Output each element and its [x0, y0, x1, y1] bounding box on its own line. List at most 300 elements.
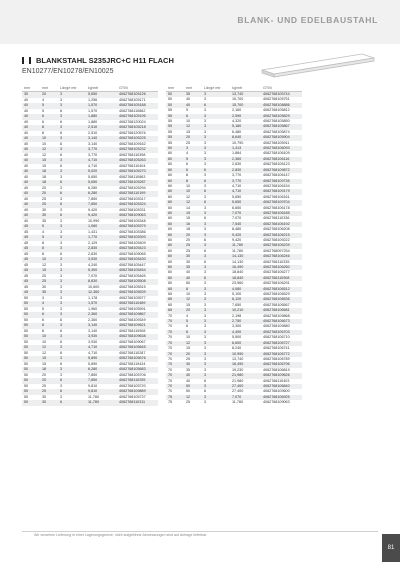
table-cell: 4062768109067	[119, 339, 146, 344]
table-cell: 25	[184, 243, 202, 248]
table-cell: 4062768105577	[119, 295, 146, 300]
table-cell: 3	[202, 254, 230, 259]
table-cell: 18	[40, 367, 58, 373]
table-cell: 13,740	[230, 92, 261, 98]
table-cell: 1,413	[230, 146, 261, 151]
table-cell: 40	[184, 103, 202, 108]
table-cell: 4062768109889	[117, 389, 158, 395]
table-cell: 6	[202, 168, 230, 173]
table-cell: 3,300	[232, 324, 242, 329]
table-cell: 5,020	[86, 169, 117, 175]
table-cell: 3	[60, 196, 63, 201]
table-cell: 40	[22, 202, 40, 208]
table-cell: 70	[168, 378, 173, 383]
table-row	[22, 389, 158, 395]
table-cell: 6	[42, 317, 45, 322]
table-row	[166, 281, 302, 286]
table-cell: 20	[184, 233, 202, 238]
table-cell: 4062768110335	[263, 259, 290, 264]
table-cell: 3	[60, 97, 63, 102]
table-cell: 3	[202, 124, 230, 129]
table-cell: 45	[22, 268, 40, 274]
table-cell: 8	[184, 287, 202, 292]
table-cell: 10	[40, 136, 58, 142]
table-cell: 4062768110311	[117, 400, 158, 406]
col-gtin: GTIN	[117, 80, 158, 92]
table-cell: 70	[168, 335, 173, 340]
table-cell: 2,830	[232, 162, 242, 167]
table-cell: 2,510	[88, 130, 98, 135]
table-cell: 3	[202, 373, 230, 378]
table-cell: 4062768105065	[119, 251, 146, 256]
table-cell: 4062768110398	[119, 152, 146, 157]
table-cell: 4,710	[88, 163, 98, 168]
table-row	[22, 378, 158, 384]
table-cell: 3	[202, 157, 230, 162]
table-cell: 4062768110287	[119, 350, 146, 355]
table-cell: 3	[58, 290, 86, 296]
table-cell: 3,770	[230, 179, 261, 184]
table-cell: 10,990	[88, 218, 100, 223]
table-cell: 70	[166, 352, 184, 357]
table-cell: 3	[58, 114, 86, 120]
table-cell: 4062768105225	[117, 136, 158, 142]
table-cell: 3	[204, 129, 207, 134]
table-cell: 60	[166, 168, 184, 173]
table-cell: 4062768106567	[263, 302, 290, 307]
table-cell: 4062768105539	[117, 290, 158, 296]
table-cell: 3	[58, 345, 86, 351]
table-cell: 25	[40, 389, 58, 395]
table-row	[166, 389, 302, 394]
table-cell: 15	[42, 163, 47, 168]
table-cell: 4062768105812	[263, 108, 290, 113]
table-cell: 4062768106192	[261, 222, 302, 227]
table-cell: 50	[168, 97, 173, 102]
table-cell: 4062768110336	[263, 216, 290, 221]
table-cell: 1,431	[88, 229, 98, 234]
table-cell: 6	[186, 324, 189, 329]
table-cell: 70	[166, 384, 184, 389]
table-cell: 11,780	[86, 400, 117, 406]
table-cell: 40	[22, 114, 40, 120]
table-cell: 4062768105287	[117, 180, 158, 186]
table-cell: 3	[60, 295, 63, 300]
table-cell: 4062768106796	[261, 362, 302, 367]
table-cell: 8	[40, 125, 58, 131]
table-cell: 1,570	[88, 108, 98, 113]
table-cell: 6	[60, 350, 63, 355]
table-cell: 4062768106536	[261, 297, 302, 302]
table-cell: 40	[22, 103, 40, 109]
table-cell: 4062768105379	[117, 224, 158, 230]
table-cell: 60	[166, 200, 184, 205]
table-cell: 12	[184, 297, 202, 302]
col-width: mm	[166, 80, 184, 92]
table-cell: 3	[42, 295, 45, 300]
table-body-left	[22, 92, 158, 406]
table-cell: 40	[24, 152, 29, 157]
table-cell: 11,780	[230, 243, 261, 248]
table-cell: 35	[42, 218, 47, 223]
table-cell: 3	[58, 301, 86, 307]
table-cell: 75	[168, 400, 173, 405]
footer-rule	[22, 531, 378, 532]
table-cell: 27,400	[230, 384, 261, 389]
table-cell: 4062768110199	[117, 191, 158, 197]
table-cell: 45	[24, 262, 29, 267]
table-cell: 10,790	[232, 140, 244, 145]
table-cell: 25	[42, 196, 47, 201]
table-cell: 3	[58, 92, 86, 98]
table-cell: 4062768105829	[261, 114, 302, 119]
table-cell: 6	[58, 180, 86, 186]
table-cell: 3,930	[88, 339, 98, 344]
col-thickness: mm	[40, 80, 58, 92]
table-cell: 4062768105508	[117, 279, 158, 285]
table-cell: 6	[60, 328, 63, 333]
table-cell: 4062768110404	[119, 163, 146, 168]
table-cell: 6,280	[86, 367, 117, 373]
table-cell: 20	[42, 185, 47, 190]
table-cell: 60	[168, 183, 173, 188]
table-cell: 3	[202, 92, 230, 98]
table-cell: 3	[58, 323, 86, 329]
table-cell: 6	[60, 339, 63, 344]
table-cell: 50	[22, 378, 40, 384]
table-cell: 3	[204, 324, 207, 329]
table-cell: 3	[202, 308, 230, 313]
table-cell: 25	[40, 279, 58, 285]
table-cell: 50	[24, 328, 29, 333]
table-cell: 3	[202, 341, 230, 346]
table-cell: 4062768109349	[119, 317, 146, 322]
table-cell: 4062768109867	[117, 312, 158, 318]
table-row	[22, 169, 158, 175]
table-row	[22, 312, 158, 318]
table-cell: 3,770	[88, 152, 98, 157]
table-cell: 5,650	[86, 92, 117, 98]
table-cell: 4062768106772	[261, 352, 302, 357]
table-cell: 3	[202, 384, 230, 389]
table-row	[22, 400, 158, 406]
table-cell: 60	[166, 254, 184, 259]
table-cell: 4062768109626	[261, 373, 302, 378]
table-cell: 4,320	[232, 119, 242, 124]
table-cell: 60	[168, 281, 173, 286]
table-cell: 50	[22, 400, 40, 406]
table-cell: 3	[60, 240, 63, 245]
table-row	[166, 243, 302, 248]
table-cell: 12	[42, 350, 47, 355]
table-cell: 3,930	[86, 334, 117, 340]
table-cell: 19,230	[232, 367, 244, 372]
table-cell: 5,650	[88, 174, 98, 179]
table-cell: 1,880	[86, 114, 117, 120]
table-cell: 11,780	[232, 400, 244, 405]
table-cell: 4062768106710	[263, 335, 290, 340]
table-cell: 2,830	[230, 168, 261, 173]
table-cell: 45	[24, 240, 29, 245]
table-cell: 60	[168, 259, 173, 264]
table-cell: 25	[42, 383, 47, 388]
table-cell: 3	[58, 257, 86, 263]
table-cell: 4062768105874	[263, 129, 290, 134]
table-row	[166, 173, 302, 178]
table-cell: 30	[40, 213, 58, 219]
table-cell: 4062768109063	[117, 213, 158, 219]
table-cell: 8	[40, 246, 58, 252]
col-thickness: mm	[184, 80, 202, 92]
table-cell: 60	[166, 211, 184, 216]
table-cell: 20	[40, 191, 58, 197]
table-cell: 3	[204, 119, 207, 124]
table-cell: 20	[40, 92, 58, 98]
table-cell: 10	[184, 189, 202, 194]
table-cell: 35	[40, 290, 58, 296]
table-cell: 3	[60, 306, 63, 311]
table-cell: 50	[24, 295, 29, 300]
table-cell: 3	[204, 281, 207, 286]
table-cell: 4062768106789	[263, 356, 290, 361]
table-cell: 6	[204, 259, 207, 264]
table-cell: 6	[58, 202, 86, 208]
table-cell: 45	[22, 257, 40, 263]
table-cell: 4062768106291	[263, 281, 290, 286]
table-cell: 15	[186, 129, 191, 134]
table-cell: 7,070	[230, 395, 261, 400]
table-row	[22, 191, 158, 197]
table-cell: 4062768105744	[261, 92, 302, 98]
table-cell: 3	[60, 394, 63, 399]
table-cell: 4062768105294	[119, 185, 146, 190]
table-cell: 3	[204, 335, 207, 340]
table-cell: 20	[42, 273, 47, 278]
table-cell: 4062768106529	[263, 292, 290, 297]
table-cell: 6	[42, 119, 45, 124]
table-cell: 12	[184, 124, 202, 129]
table-cell: 12	[186, 194, 191, 199]
table-cell: 40	[24, 119, 29, 124]
table-cell: 4062768106246	[261, 254, 302, 259]
table-cell: 9,420	[232, 237, 242, 242]
table-row	[166, 189, 302, 194]
table-cell: 65	[168, 302, 173, 307]
table-cell: 4062768106154	[263, 183, 290, 188]
table-row	[22, 356, 158, 362]
table-cell: 3	[58, 312, 86, 318]
table-cell: 3	[60, 383, 63, 388]
table-cell: 50	[22, 334, 40, 340]
table-cell: 3	[202, 146, 230, 151]
table-cell: 50	[22, 345, 40, 351]
table-cell: 6	[60, 251, 63, 256]
title-marker	[22, 57, 24, 64]
table-cell: 7,650	[232, 302, 242, 307]
table-cell: 50	[24, 306, 29, 311]
table-cell: 4062768106925	[261, 395, 302, 400]
table-cell: 8,240	[232, 346, 242, 351]
table-cell: 3	[204, 151, 207, 156]
table-cell: 3	[202, 297, 230, 302]
table-cell: 5,100	[232, 292, 242, 297]
table-cell: 3	[204, 194, 207, 199]
table-cell: 4062768105447	[119, 262, 146, 267]
table-cell: 50	[24, 361, 29, 366]
table-cell: 4062768106260	[261, 265, 302, 270]
table-cell: 4062768105331	[119, 207, 146, 212]
table-cell: 1,884	[232, 151, 242, 156]
table-cell: 4062768105126	[117, 92, 158, 98]
table-cell: 4062768105850	[263, 119, 290, 124]
table-cell: 6	[202, 200, 230, 205]
table-cell: 2,360	[88, 317, 98, 322]
table-cell: 3	[60, 207, 63, 212]
table-cell: 8	[186, 173, 189, 178]
table-cell: 3,770	[232, 173, 242, 178]
table-row	[22, 345, 158, 351]
table-cell: 40	[22, 191, 40, 197]
table-cell: 60	[168, 162, 173, 167]
table-cell: 60	[166, 189, 184, 194]
table-cell: 21,980	[232, 378, 244, 383]
table-cell: 20	[42, 372, 47, 377]
table-cell: 3	[58, 169, 86, 175]
table-cell: 40	[24, 185, 29, 190]
table-cell: 6	[40, 312, 58, 318]
table-cell: 6	[204, 248, 207, 253]
table-cell: 8,480	[232, 227, 242, 232]
table-cell: 60	[166, 157, 184, 162]
table-cell: 3	[202, 114, 230, 119]
table-cell: 3	[204, 108, 207, 113]
table-cell: 4062768109179	[261, 189, 302, 194]
table-cell: 12	[40, 147, 58, 153]
table-cell: 1,960	[88, 306, 98, 311]
table-cell: 60	[166, 265, 184, 270]
col-length: Länge mtr	[202, 80, 230, 92]
table-cell: 40	[24, 174, 29, 179]
table-cell: 4062768106840	[261, 384, 302, 389]
table-cell: 4	[186, 151, 189, 156]
table-cell: 40	[184, 373, 202, 378]
table-cell: 3,140	[88, 328, 98, 333]
table-cell: 6	[204, 389, 207, 394]
table-cell: 11,780	[232, 248, 244, 253]
table-cell: 4062768105904	[261, 135, 302, 140]
table-cell: 40	[24, 218, 29, 223]
table-cell: 6,120	[230, 297, 261, 302]
table-cell: 55	[166, 114, 184, 119]
table-cell: 3	[60, 262, 63, 267]
table-cell: 60	[168, 227, 173, 232]
table-cell: 3	[58, 334, 86, 340]
table-cell: 9,420	[230, 233, 261, 238]
table-cell: 60	[166, 276, 184, 281]
table-cell: 25	[40, 202, 58, 208]
table-cell: 45	[22, 235, 40, 241]
table-cell: 60	[168, 216, 173, 221]
table-cell: 60	[166, 243, 184, 248]
table-cell: 4062768106178	[263, 205, 290, 210]
table-cell: 4062768105270	[117, 169, 158, 175]
table-cell: 60	[168, 151, 173, 156]
table-cell: 18	[42, 174, 47, 179]
table-cell: 16	[184, 222, 202, 227]
table-cell: 45	[22, 290, 40, 296]
table-cell: 4	[42, 229, 45, 234]
table-cell: 45	[22, 224, 40, 230]
table-cell: 40	[24, 97, 29, 102]
table-cell: 3	[204, 183, 207, 188]
table-cell: 70	[168, 356, 173, 361]
table-cell: 60	[168, 173, 173, 178]
table-cell: 3	[202, 243, 230, 248]
table-cell: 4062768109868	[263, 313, 290, 318]
table-cell: 40	[22, 169, 40, 175]
table-cell: 4	[186, 313, 189, 318]
table-cell: 4062768110908	[119, 328, 146, 333]
table-cell: 4062768106703	[261, 330, 302, 335]
table-cell: 30	[42, 284, 47, 289]
table-cell: 50	[22, 389, 40, 395]
table-cell: 20	[184, 135, 202, 140]
table-cell: 6	[58, 400, 86, 406]
table-cell: 4062768097254	[263, 248, 290, 253]
table-cell: 3	[202, 233, 230, 238]
table-cell: 4062768105393	[117, 235, 158, 241]
table-cell: 3	[204, 270, 207, 275]
col-weight: kg/mtr	[230, 80, 261, 92]
table-cell: 25	[186, 356, 191, 361]
table-cell: 14,130	[230, 254, 261, 259]
table-cell: 45	[24, 229, 29, 234]
table-cell: 50	[24, 394, 29, 399]
product-table-left	[22, 80, 158, 406]
table-cell: 15	[40, 268, 58, 274]
table-cell: 4062768105188	[117, 103, 158, 109]
table-cell: 45	[22, 246, 40, 252]
table-cell: 4062768106161	[263, 194, 290, 199]
table-cell: 18	[40, 169, 58, 175]
table-cell: 8,640	[230, 135, 261, 140]
table-row	[166, 346, 302, 351]
table-cell: 30	[42, 394, 47, 399]
table-cell: 40	[186, 378, 191, 383]
table-cell: 40	[24, 141, 29, 146]
table-cell: 3	[204, 292, 207, 297]
table-row	[22, 290, 158, 296]
table-cell: 5	[184, 319, 202, 324]
product-title: BLANKSTAHL S235JRC+C H11 FLACH	[36, 56, 174, 65]
table-cell: 3	[58, 147, 86, 153]
table-row	[22, 114, 158, 120]
table-cell: 6	[60, 361, 63, 366]
table-cell: 21,980	[230, 373, 261, 378]
table-cell: 30	[42, 207, 47, 212]
table-cell: 3	[60, 218, 63, 223]
table-cell: 5,650	[230, 200, 261, 205]
table-cell: 65	[166, 308, 184, 313]
table-cell: 50	[22, 323, 40, 329]
table-cell: 50	[24, 383, 29, 388]
table-cell: 70	[166, 341, 184, 346]
table-cell: 4062768106581	[261, 308, 302, 313]
table-cell: 10,990	[230, 352, 261, 357]
table-cell: 60	[168, 270, 173, 275]
table-cell: 2,830	[86, 246, 117, 252]
table-cell: 3	[58, 268, 86, 274]
